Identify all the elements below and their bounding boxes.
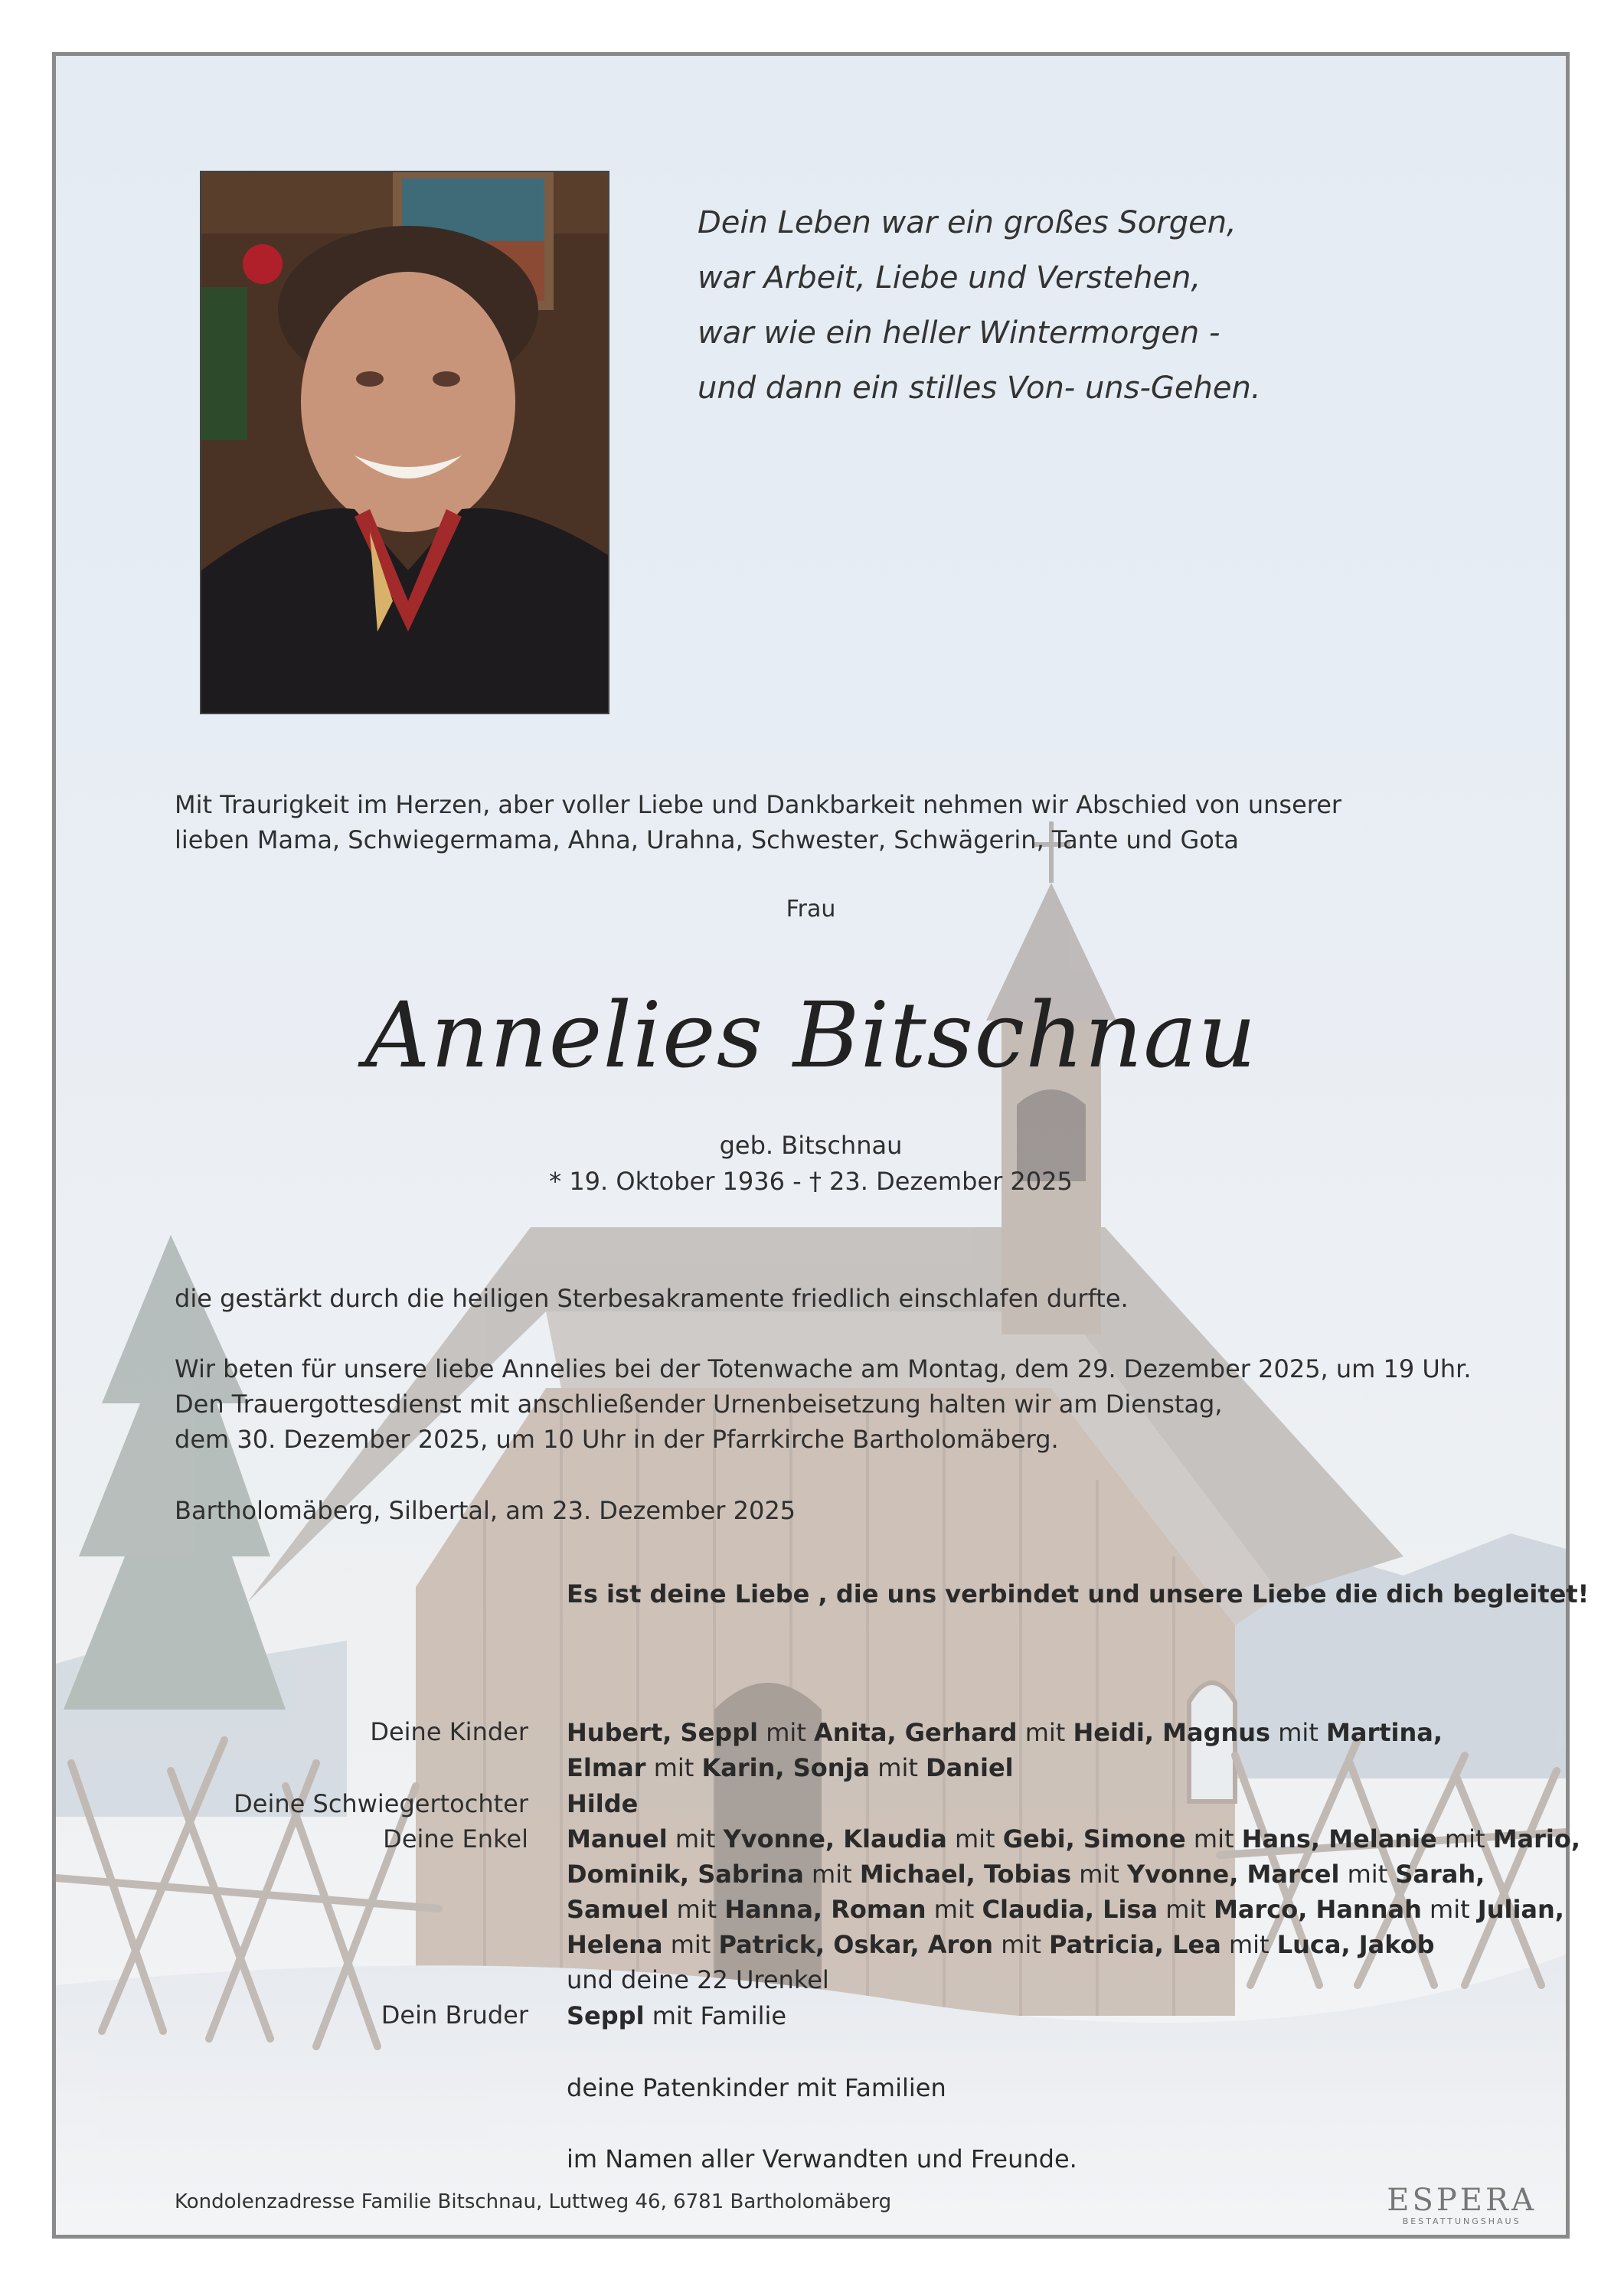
family-name: Daniel xyxy=(926,1753,1014,1782)
family-connector: mit xyxy=(1339,1860,1396,1889)
family-label-schwiegertochter: Deine Schwiegertochter xyxy=(234,1789,528,1818)
family-name: Anita, Gerhard xyxy=(814,1718,1018,1747)
family-line xyxy=(567,1998,786,2033)
family-label-kinder: Deine Kinder xyxy=(370,1717,528,1746)
family-connector: mit xyxy=(1017,1718,1073,1747)
portrait-photo xyxy=(200,171,609,714)
family-name: Hilde xyxy=(567,1789,639,1818)
family-connector: mit xyxy=(668,1895,725,1924)
service-line-3: dem 30. Dezember 2025, um 10 Uhr in der Pfarrkirche Bartholomäberg. xyxy=(175,1425,1059,1454)
family-label-enkel: Deine Enkel xyxy=(383,1824,528,1853)
parte-frame xyxy=(52,52,1590,2239)
family-line xyxy=(567,1715,1443,1750)
salutation: Frau xyxy=(786,896,836,923)
family-connector: und deine 22 Urenkel xyxy=(567,1965,829,1994)
deceased-name: Annelies Bitschnau xyxy=(364,982,1257,1088)
family-connector: mit xyxy=(1071,1860,1127,1889)
poem-line: war wie ein heller Wintermorgen - xyxy=(698,315,1220,351)
family-name: Patricia, Lea xyxy=(1049,1930,1221,1959)
espera-logo xyxy=(1387,2183,1537,2226)
family-line xyxy=(567,1857,1485,1892)
poem-line: war Arbeit, Liebe und Verstehen, xyxy=(698,260,1201,296)
family-line xyxy=(567,1962,829,1997)
family-connector: mit xyxy=(870,1753,926,1782)
logo-wordmark: ESPERA xyxy=(1387,2183,1537,2218)
poem-line: und dann ein stilles Von- uns-Gehen. xyxy=(698,371,1261,406)
family-name: Seppl xyxy=(567,2001,645,2030)
family-line xyxy=(567,1821,1580,1857)
family-connector: mit xyxy=(1421,1895,1478,1924)
family-name: Karin, Sonja xyxy=(701,1753,871,1782)
family-name: Helena xyxy=(567,1930,663,1959)
intro-line-2: lieben Mama, Schwiegermama, Ahna, Urahna, Schwester, Schwägerin, Tante und Gota xyxy=(175,825,1240,854)
patenkinder-text: deine Patenkinder mit Familien xyxy=(567,2073,946,2102)
condolence-address: Kondolenzadresse Familie Bitschnau, Luttweg 46, 6781 Bartholomäberg xyxy=(175,2190,892,2213)
family-line xyxy=(567,1750,1014,1785)
family-connector: mit xyxy=(803,1860,860,1889)
family-line xyxy=(567,1927,1435,1962)
family-name: Hanna, Roman xyxy=(724,1895,926,1924)
family-name: Yvonne, Marcel xyxy=(1126,1860,1340,1889)
family-connector: mit xyxy=(1436,1824,1493,1853)
family-connector: mit xyxy=(926,1895,982,1924)
verwandte-text: im Namen aller Verwandten und Freunde. xyxy=(567,2144,1077,2174)
family-line xyxy=(567,1786,638,1821)
family-name: Luca, Jakob xyxy=(1276,1930,1435,1959)
family-line xyxy=(567,1892,1564,1927)
family-name: Samuel xyxy=(567,1895,669,1924)
family-connector: mit xyxy=(1220,1930,1277,1959)
family-connector: mit xyxy=(1158,1895,1214,1924)
family-connector: mit xyxy=(1270,1718,1327,1747)
life-dates: * 19. Oktober 1936 - † 23. Dezember 2025 xyxy=(549,1167,1073,1196)
family-name: Patrick, Oskar, Aron xyxy=(718,1930,994,1959)
family-connector: mit Familie xyxy=(644,2001,787,2030)
family-name: Julian, xyxy=(1477,1895,1564,1924)
family-connector: mit xyxy=(993,1930,1050,1959)
poem-line: Dein Leben war ein großes Sorgen, xyxy=(698,205,1237,240)
family-name: Yvonne, Klaudia xyxy=(723,1824,947,1853)
family-connector: mit xyxy=(1185,1824,1242,1853)
service-line-1: Wir beten für unsere liebe Annelies bei der Totenwache am Montag, dem 29. Dezember 2025, um 19 Uhr. xyxy=(175,1354,1472,1383)
family-connector: mit xyxy=(667,1824,724,1853)
family-connector: mit xyxy=(758,1718,815,1747)
family-name: Hans, Melanie xyxy=(1241,1824,1437,1853)
family-label-bruder: Dein Bruder xyxy=(381,2000,528,2030)
family-name: Sarah, xyxy=(1395,1860,1485,1889)
family-connector: mit xyxy=(946,1824,1003,1853)
family-name: Martina, xyxy=(1326,1718,1443,1747)
family-name: Marco, Hannah xyxy=(1214,1895,1422,1924)
family-name: Gebi, Simone xyxy=(1002,1824,1186,1853)
place-date: Bartholomäberg, Silbertal, am 23. Dezember 2025 xyxy=(175,1496,796,1525)
family-name: Manuel xyxy=(567,1824,668,1853)
family-name: Heidi, Magnus xyxy=(1073,1718,1271,1747)
logo-subline: BESTATTUNGSHAUS xyxy=(1402,2216,1521,2226)
family-connector: mit xyxy=(645,1753,702,1782)
family-name: Dominik, Sabrina xyxy=(567,1860,804,1889)
service-line-2: Den Trauergottesdienst mit anschließender Urnenbeisetzung halten wir am Dienstag, xyxy=(175,1390,1223,1419)
sacraments-text: die gestärkt durch die heiligen Sterbesakramente friedlich einschlafen durfte. xyxy=(175,1284,1129,1313)
family-name: Claudia, Lisa xyxy=(982,1895,1158,1924)
family-name: Mario, xyxy=(1492,1824,1581,1853)
family-name: Hubert, Seppl xyxy=(567,1718,759,1747)
family-name: Michael, Tobias xyxy=(859,1860,1072,1889)
poem xyxy=(698,195,1387,416)
motto: Es ist deine Liebe , die uns verbindet und unsere Liebe die dich begleitet! xyxy=(567,1579,1590,1609)
family-name: Elmar xyxy=(567,1753,646,1782)
intro-line-1: Mit Traurigkeit im Herzen, aber voller Liebe und Dankbarkeit nehmen wir Abschied von unserer xyxy=(175,790,1342,819)
family-connector: mit xyxy=(662,1930,719,1959)
born-name: geb. Bitschnau xyxy=(719,1131,903,1160)
